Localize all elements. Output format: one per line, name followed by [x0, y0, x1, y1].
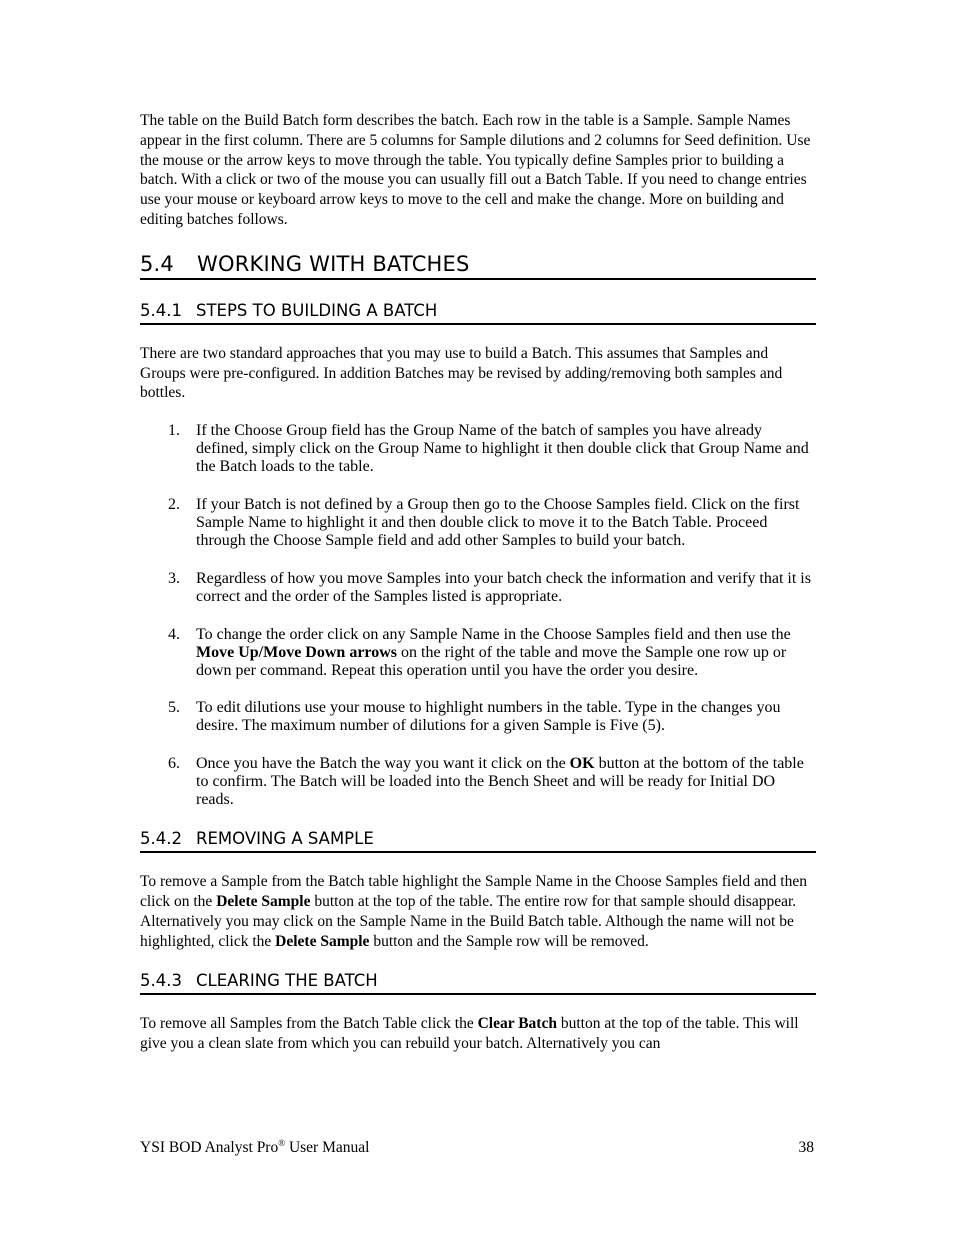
- clearing-paragraph: [140, 1014, 816, 1054]
- page-content: [140, 111, 816, 1054]
- footer-title: [140, 1139, 369, 1156]
- list-text-pre: Once you have the Batch the way you want it click on the: [196, 755, 570, 773]
- list-text-bold: OK: [569, 755, 595, 773]
- list-text: If the Choose Group field has the Group Name of the batch of samples you have already defined, simply click on the Group Name to highlight it then double click that Group Name and the Batch loads to the table.: [196, 422, 809, 476]
- page-number: 38: [798, 1139, 814, 1156]
- text-run: button at the top of the table. The entire row for that sample should disappear. Alternatively you may click on the Sample Name in the Build Batch table. Although the name will not be highlighted, click the: [140, 892, 797, 950]
- list-item: [140, 422, 816, 476]
- text-run: button and the Sample row will be removed.: [369, 932, 649, 950]
- removing-paragraph: [140, 872, 816, 951]
- steps-intro-paragraph: There are two standard approaches that you may use to build a Batch. This assumes that Samples and Groups were pre-configured. In addition Batches may be revised by adding/removing both samples and bottles.: [140, 344, 783, 402]
- bold-run: Clear Batch: [477, 1015, 557, 1033]
- subsection-number: 5.4.3: [140, 971, 182, 991]
- list-text-post: on the right of the table and move the Sample one row up or down per command. Repeat this operation until you have the order you desire.: [196, 643, 787, 679]
- subsection-heading-steps: [140, 301, 816, 325]
- intro-paragraph: The table on the Build Batch form describes the batch. Each row in the table is a Sample. Sample Names appear in the first column. There are 5 columns for Sample dilutions and 2 columns for Seed definition. Use the mouse or the arrow keys to move through the table. You typically define Samples prior to building a batch. With a click or two of the mouse you can usually fill out a Batch Table. If you need to change entries use your mouse or keyboard arrow keys to move to the cell and make the change. More on building and editing batches follows.: [140, 112, 811, 228]
- list-text-bold: Move Up/Move Down arrows: [196, 643, 398, 661]
- section-heading: [140, 252, 816, 280]
- list-number: 3.: [168, 569, 180, 587]
- list-text: Regardless of how you move Samples into your batch check the information and verify that it is correct and the order of the Samples listed is appropriate.: [196, 569, 811, 605]
- list-item: [140, 699, 816, 735]
- list-text-post: button at the bottom of the table to confirm. The Batch will be loaded into the Bench Sheet and will be ready for Initial DO reads.: [196, 755, 804, 809]
- subsection-heading-removing: [140, 829, 816, 853]
- steps-list: [140, 422, 816, 809]
- section-title: WORKING WITH BATCHES: [197, 251, 470, 276]
- bold-run: Delete Sample: [275, 932, 370, 950]
- subsection-title: REMOVING A SAMPLE: [196, 829, 374, 849]
- list-number: 2.: [168, 495, 180, 513]
- subsection-number: 5.4.1: [140, 300, 182, 320]
- subsection-title: STEPS TO BUILDING A BATCH: [196, 300, 438, 320]
- list-item: [140, 755, 816, 809]
- subsection-heading-clearing: [140, 971, 816, 995]
- list-item: [140, 570, 816, 606]
- registered-mark: ®: [278, 1137, 286, 1148]
- list-number: 6.: [168, 755, 180, 773]
- footer-title-part: YSI BOD Analyst Pro: [140, 1139, 279, 1156]
- list-number: 4.: [168, 625, 180, 643]
- bold-run: Delete Sample: [216, 892, 311, 910]
- footer-title-part: User Manual: [285, 1139, 370, 1156]
- list-number: 1.: [168, 422, 180, 440]
- list-number: 5.: [168, 699, 180, 717]
- section-number: 5.4: [140, 251, 174, 276]
- list-text: To edit dilutions use your mouse to highlight numbers in the table. Type in the changes you desire. The maximum number of dilutions for a given Sample is Five (5).: [196, 699, 781, 735]
- list-text-pre: To change the order click on any Sample Name in the Choose Samples field and then use the: [196, 625, 791, 643]
- subsection-title: CLEARING THE BATCH: [196, 971, 378, 991]
- text-run: To remove all Samples from the Batch Table click the: [140, 1015, 478, 1033]
- list-item: [140, 626, 816, 680]
- list-item: [140, 496, 816, 550]
- text-run: To remove a Sample from the Batch table highlight the Sample Name in the Choose Samples field and then click on the: [140, 873, 807, 910]
- subsection-number: 5.4.2: [140, 829, 182, 849]
- text-run: button at the top of the table. This will give you a clean slate from which you can rebuild your batch. Alternatively you can: [140, 1015, 799, 1053]
- page-footer: [140, 1138, 814, 1158]
- list-text: If your Batch is not defined by a Group then go to the Choose Samples field. Click on the first Sample Name to highlight it and then double click to move it to the Batch Table. Proceed through the Choose Sample field and add other Samples to build your batch.: [196, 495, 800, 549]
